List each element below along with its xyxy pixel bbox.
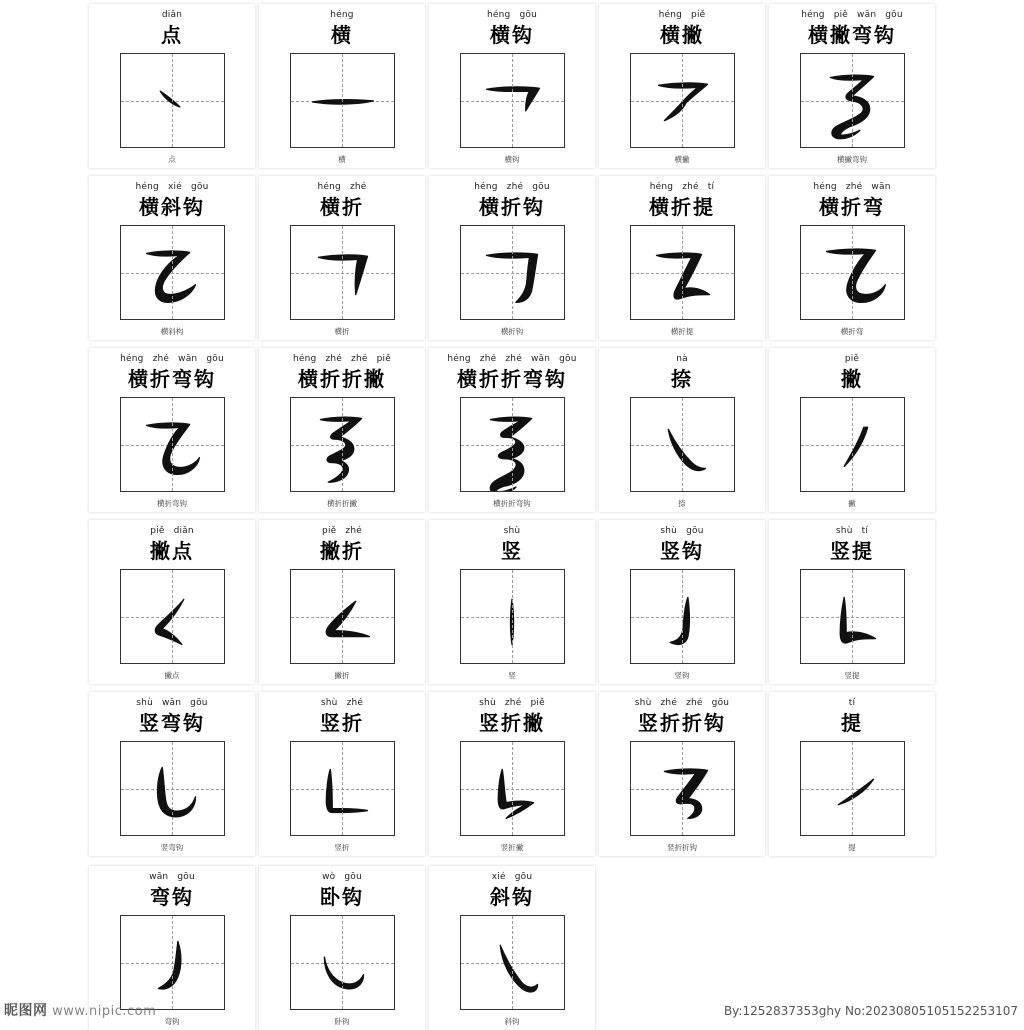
stroke-glyph (121, 916, 224, 1009)
pinyin-row (676, 352, 688, 365)
pinyin-syllable: zhé (505, 353, 522, 364)
stroke-name: 横折提 (649, 195, 715, 219)
stroke-glyph (801, 54, 904, 147)
stroke-card (769, 4, 935, 168)
stroke-card (429, 866, 595, 1030)
pinyin-row (447, 352, 576, 365)
pinyin-syllable: zhé (345, 525, 362, 536)
pinyin-row (487, 8, 537, 21)
tianzige-box (630, 225, 735, 320)
pinyin-syllable: héng (120, 353, 144, 364)
stroke-glyph (121, 226, 224, 319)
pinyin-row (120, 352, 224, 365)
stroke-name: 横撇 (660, 23, 704, 47)
stroke-card (599, 520, 765, 684)
stroke-glyph (631, 398, 734, 491)
stroke-caption: 横斜构 (160, 327, 184, 336)
tianzige-box (120, 569, 225, 664)
pinyin-row (849, 696, 855, 709)
pinyin-syllable: héng (135, 181, 159, 192)
pinyin-syllable: tí (861, 525, 869, 536)
pinyin-row (659, 8, 706, 21)
pinyin-syllable: héng (447, 353, 471, 364)
stroke-name: 点 (161, 23, 183, 47)
stroke-card (259, 348, 425, 512)
pinyin-syllable: gōu (344, 871, 362, 882)
pinyin-syllable: gōu (885, 9, 903, 20)
pinyin-syllable: zhé (686, 697, 703, 708)
tianzige-box (460, 397, 565, 492)
pinyin-row (293, 352, 391, 365)
stroke-name: 横折弯 (819, 195, 885, 219)
empty-slot (599, 866, 765, 872)
pinyin-syllable: shù (835, 525, 853, 536)
stroke-glyph (461, 570, 564, 663)
pinyin-syllable: gōu (190, 697, 208, 708)
tianzige-box (290, 225, 395, 320)
stroke-caption: 横 (338, 155, 346, 164)
tianzige-box (290, 53, 395, 148)
watermark-logo: 昵图网 (4, 1003, 48, 1019)
pinyin-row (162, 8, 182, 21)
stroke-glyph (121, 742, 224, 835)
pinyin-syllable: zhé (349, 181, 367, 192)
stroke-caption: 撇点 (164, 671, 180, 680)
pinyin-syllable: diǎn (161, 9, 183, 20)
pinyin-syllable: héng (801, 9, 825, 20)
pinyin-row (650, 180, 714, 193)
tianzige-box (120, 915, 225, 1010)
pinyin-row (479, 696, 545, 709)
stroke-name: 卧钩 (320, 885, 364, 909)
tianzige-box (290, 741, 395, 836)
stroke-card (89, 4, 255, 168)
pinyin-syllable: shù (634, 697, 652, 708)
stroke-card (89, 348, 255, 512)
stroke-glyph (121, 398, 224, 491)
pinyin-row (136, 180, 209, 193)
stroke-row (0, 176, 1024, 340)
pinyin-syllable: piě (844, 353, 860, 364)
stroke-card (259, 176, 425, 340)
stroke-glyph (291, 398, 394, 491)
pinyin-syllable: héng (293, 353, 317, 364)
stroke-name: 横钩 (490, 23, 534, 47)
pinyin-syllable: zhé (845, 181, 863, 192)
tianzige-box (120, 53, 225, 148)
pinyin-syllable: shù (136, 697, 153, 708)
stroke-name: 横 (331, 23, 353, 47)
watermark-url: www.nipic.com (52, 1004, 157, 1019)
pinyin-syllable: zhé (152, 353, 170, 364)
stroke-caption: 竖折撇 (500, 843, 524, 852)
stroke-card (259, 866, 425, 1030)
pinyin-syllable: zhé (504, 697, 522, 708)
stroke-glyph (801, 742, 904, 835)
pinyin-syllable: shù (479, 697, 496, 708)
stroke-name: 竖折撇 (479, 711, 545, 735)
pinyin-syllable: héng (813, 181, 837, 192)
stroke-card (429, 520, 595, 684)
tianzige-box (460, 225, 565, 320)
pinyin-row (322, 524, 362, 537)
pinyin-syllable: wān (161, 697, 182, 708)
stroke-name: 横折弯钩 (128, 367, 216, 391)
stroke-caption: 横折钩 (500, 327, 524, 336)
pinyin-syllable: zhé (351, 353, 368, 364)
stroke-card (769, 520, 935, 684)
stroke-glyph (461, 916, 564, 1009)
stroke-name: 横斜钩 (139, 195, 205, 219)
pinyin-syllable: piě (322, 525, 337, 536)
pinyin-syllable: xié (491, 871, 506, 882)
stroke-caption: 横折弯钩 (157, 499, 187, 508)
stroke-glyph (801, 226, 904, 319)
tianzige-box (630, 53, 735, 148)
stroke-name: 竖钩 (660, 539, 704, 563)
stroke-glyph (801, 570, 904, 663)
stroke-glyph (631, 570, 734, 663)
stroke-name: 竖提 (830, 539, 874, 563)
stroke-caption: 竖提 (844, 671, 860, 680)
stroke-name: 撇折 (320, 539, 364, 563)
stroke-name: 斜钩 (490, 885, 534, 909)
stroke-card (259, 520, 425, 684)
stroke-name: 提 (841, 711, 863, 735)
tianzige-box (800, 53, 905, 148)
stroke-card (429, 176, 595, 340)
pinyin-syllable: zhé (325, 353, 343, 364)
pinyin-syllable: gōu (519, 9, 537, 20)
pinyin-syllable: gōu (711, 697, 730, 708)
stroke-name: 竖折折钩 (638, 711, 726, 735)
pinyin-syllable: wān (530, 353, 551, 364)
pinyin-syllable: wān (857, 9, 877, 20)
stroke-glyph (631, 742, 734, 835)
stroke-caption: 弯钩 (164, 1017, 180, 1026)
stroke-caption: 撇折 (334, 671, 350, 680)
stroke-card (599, 4, 765, 168)
pinyin-syllable: héng (487, 9, 511, 20)
watermark (4, 1000, 156, 1020)
pinyin-syllable: héng (649, 181, 674, 192)
stroke-card (769, 348, 935, 512)
pinyin-syllable: tí (707, 181, 715, 192)
stroke-caption: 撇 (848, 499, 856, 508)
stroke-name: 捺 (671, 367, 693, 391)
stroke-name: 横折 (320, 195, 364, 219)
stroke-caption: 竖弯钩 (160, 843, 184, 852)
stroke-name: 竖弯钩 (139, 711, 205, 735)
pinyin-syllable: piě (833, 9, 849, 20)
tianzige-box (800, 397, 905, 492)
pinyin-syllable: héng (330, 9, 354, 20)
tianzige-box (630, 569, 735, 664)
tianzige-box (120, 397, 225, 492)
tianzige-box (460, 915, 565, 1010)
tianzige-box (800, 741, 905, 836)
stroke-caption: 横撇弯钩 (837, 155, 867, 164)
pinyin-row (150, 524, 194, 537)
stroke-caption: 横折折弯钩 (493, 499, 531, 508)
pinyin-syllable: zhé (682, 181, 699, 192)
stroke-glyph (461, 226, 564, 319)
pinyin-syllable: gōu (686, 525, 704, 536)
pinyin-syllable: gōu (559, 353, 577, 364)
stroke-card (429, 348, 595, 512)
pinyin-row (149, 870, 195, 883)
tianzige-box (630, 397, 735, 492)
stroke-name: 横折折撇 (298, 367, 386, 391)
pinyin-syllable: nà (676, 353, 688, 364)
pinyin-syllable: gōu (532, 181, 550, 192)
stroke-card (769, 692, 935, 856)
tianzige-box (460, 569, 565, 664)
stroke-caption: 斜钩 (504, 1017, 520, 1026)
stroke-card (429, 692, 595, 856)
pinyin-syllable: shù (503, 525, 521, 536)
pinyin-syllable: gōu (190, 181, 209, 192)
pinyin-syllable: zhé (346, 697, 364, 708)
stroke-glyph (291, 916, 394, 1009)
pinyin-syllable: zhé (479, 353, 497, 364)
pinyin-row (317, 180, 366, 193)
pinyin-row (330, 8, 353, 21)
stroke-glyph (291, 570, 394, 663)
pinyin-row (492, 870, 533, 883)
pinyin-syllable: diǎn (173, 525, 194, 536)
pinyin-syllable: zhé (506, 181, 524, 192)
stroke-card (259, 4, 425, 168)
tianzige-box (290, 915, 395, 1010)
pinyin-row (136, 696, 207, 709)
tianzige-box (460, 53, 565, 148)
tianzige-box (460, 741, 565, 836)
stroke-caption: 卧钩 (334, 1017, 350, 1026)
pinyin-row (836, 524, 868, 537)
stroke-card (769, 176, 935, 340)
stroke-card (89, 520, 255, 684)
stroke-glyph (291, 742, 394, 835)
pinyin-row (504, 524, 521, 537)
pinyin-row (801, 8, 903, 21)
pinyin-syllable: wān (149, 871, 169, 882)
pinyin-row (322, 870, 362, 883)
tianzige-box (290, 397, 395, 492)
stroke-glyph (631, 226, 734, 319)
pinyin-syllable: tí (848, 697, 856, 708)
stroke-caption: 点 (168, 155, 176, 164)
stroke-glyph (291, 226, 394, 319)
pinyin-row (813, 180, 890, 193)
pinyin-syllable: gōu (177, 871, 195, 882)
stroke-row (0, 348, 1024, 512)
stroke-caption: 横折折撇 (327, 499, 357, 508)
stroke-card (429, 4, 595, 168)
stroke-glyph (801, 398, 904, 491)
stroke-caption: 提 (848, 843, 856, 852)
pinyin-syllable: wò (322, 871, 336, 882)
stroke-caption: 横钩 (504, 155, 520, 164)
pinyin-syllable: shù (320, 697, 338, 708)
pinyin-syllable: piě (376, 353, 391, 364)
pinyin-row (635, 696, 729, 709)
stroke-name: 竖 (501, 539, 523, 563)
tianzige-box (120, 225, 225, 320)
image-code: By:1252837353ghy No:20230805105152253107 (723, 1004, 1018, 1018)
pinyin-syllable: héng (474, 181, 498, 192)
pinyin-row (474, 180, 550, 193)
stroke-card (259, 692, 425, 856)
pinyin-syllable: piě (150, 525, 165, 536)
tianzige-box (800, 225, 905, 320)
pinyin-syllable: gōu (514, 871, 533, 882)
stroke-card (599, 692, 765, 856)
stroke-name: 竖折 (320, 711, 364, 735)
stroke-row (0, 4, 1024, 168)
stroke-glyph (461, 398, 564, 491)
stroke-card (599, 176, 765, 340)
stroke-glyph (461, 54, 564, 147)
stroke-caption: 横折 (334, 327, 350, 336)
stroke-row (0, 692, 1024, 856)
pinyin-syllable: piě (691, 9, 706, 20)
stroke-glyph (121, 54, 224, 147)
tianzige-box (290, 569, 395, 664)
stroke-glyph (121, 570, 224, 663)
stroke-card (599, 348, 765, 512)
stroke-caption: 竖折 (334, 843, 350, 852)
stroke-glyph (291, 54, 394, 147)
pinyin-row (845, 352, 859, 365)
stroke-caption: 竖折折钩 (667, 843, 697, 852)
stroke-caption: 竖钩 (674, 671, 690, 680)
pinyin-row (660, 524, 703, 537)
pinyin-syllable: shù (660, 525, 678, 536)
stroke-caption: 捺 (678, 499, 686, 508)
stroke-name: 撇 (841, 367, 863, 391)
pinyin-syllable: xié (167, 181, 182, 192)
stroke-card (89, 692, 255, 856)
stroke-glyph (631, 54, 734, 147)
pinyin-row (321, 696, 363, 709)
pinyin-syllable: wān (178, 353, 198, 364)
stroke-card (89, 176, 255, 340)
pinyin-syllable: wān (871, 181, 891, 192)
empty-slot (769, 866, 935, 872)
pinyin-syllable: zhé (660, 697, 678, 708)
pinyin-syllable: héng (317, 181, 341, 192)
tianzige-box (800, 569, 905, 664)
stroke-caption: 竖 (508, 671, 516, 680)
stroke-row (0, 520, 1024, 684)
stroke-name: 弯钩 (150, 885, 194, 909)
stroke-name: 横折折弯钩 (457, 367, 567, 391)
stroke-name: 横撇弯钩 (808, 23, 896, 47)
stroke-caption: 横撇 (674, 155, 690, 164)
stroke-caption: 横折提 (670, 327, 694, 336)
stroke-name: 横折钩 (479, 195, 545, 219)
pinyin-syllable: gōu (206, 353, 224, 364)
stroke-caption: 横折弯 (840, 327, 864, 336)
stroke-name: 撇点 (150, 539, 194, 563)
pinyin-syllable: piě (530, 697, 545, 708)
stroke-glyph (461, 742, 564, 835)
tianzige-box (630, 741, 735, 836)
pinyin-syllable: héng (658, 9, 683, 20)
tianzige-box (120, 741, 225, 836)
